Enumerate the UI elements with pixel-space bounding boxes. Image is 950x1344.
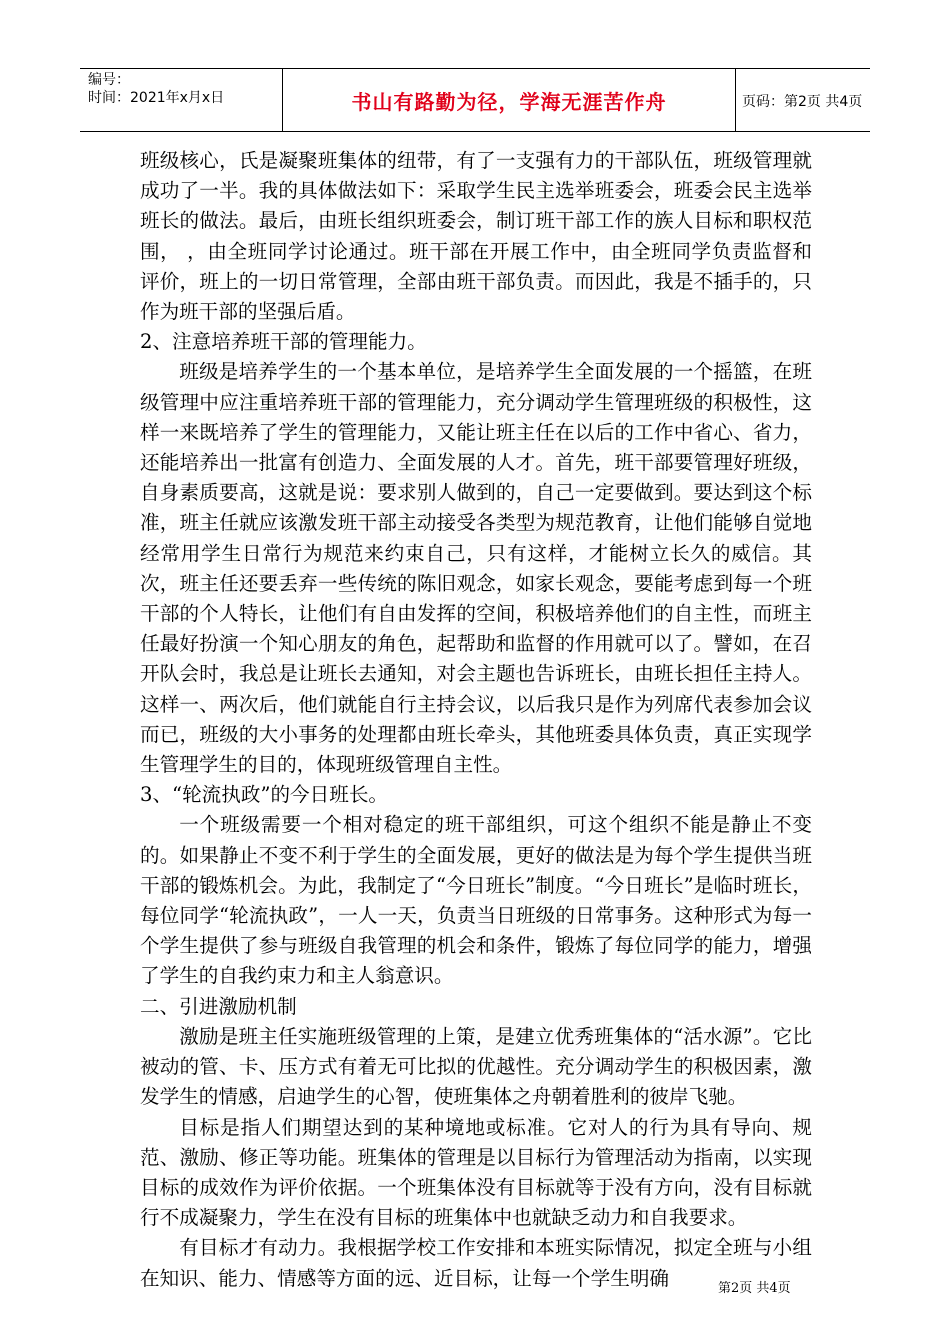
paragraph: 班级是培养学生的一个基本单位，是培养学生全面发展的一个摇篮，在班级管理中应注重培养班干部的管理能力，充分调动学生管理班级的积极性，这样一来既培养了学生的管理能力，又能让班主任在以后的工作中省心、省力，还能培养出一批富有创造力、全面发展的人才。首先，班干部要管理好班级，自身素质要高，这就是说：要求别人做到的，自己一定要做到。要达到这个标准，班主任就应该激发班干部主动接受各类型为规范教育，让他们能够自觉地经常用学生日常行为规范来约束自己，只有这样，才能树立长久的威信。其次，班主任还要丢弃一些传统的陈旧观念，如家长观念，要能考虑到每一个班干部的个人特长，让他们有自由发挥的空间，积极培养他们的自主性，而班主任最好扮演一个知心朋友的角色，起帮助和监督的作用就可以了。譬如，在召开队会时，我总是让班长去通知，对会主题也告诉班长，由班长担任主持人。这样一、两次后，他们就能自行主持会议，以后我只是作为列席代表参加会议而已，班级的大小事务的处理都由班长牵头，其他班委具体负责，真正实现学生管理学生的目的，体现班级管理自主性。	[140, 360, 812, 777]
paragraph: 一个班级需要一个相对稳定的班干部组织，可这个组织不能是静止不变的。如果静止不变不利于学生的全面发展，更好的做法是为每个学生提供当班干部的锻炼机会。为此，我制定了“今日班长”制度。“今日班长”是临时班长，每位同学“轮流执政”，一人一天，负责当日班级的日常事务。这种形式为每一个学生提供了参与班级自我管理的机会和条件，锻炼了每位同学的能力，增强了学生的自我约束力和主人翁意识。	[140, 813, 812, 988]
section-heading: 3、“轮流执政”的今日班长。	[140, 783, 389, 807]
document-number-label: 编号：	[88, 72, 130, 88]
header-motto: 书山有路勤为径，学海无涯苦作舟	[282, 69, 736, 131]
document-body	[140, 146, 812, 1294]
section-heading: 二、引进激励机制	[140, 994, 297, 1018]
header-meta	[88, 71, 283, 107]
header-page-info: 页码：第2页 共4页	[742, 94, 863, 110]
page-footer: 第2页 共4页	[718, 1281, 791, 1296]
paragraph: 班级核心，氏是凝聚班集体的纽带，有了一支强有力的干部队伍，班级管理就成功了一半。我的具体做法如下：采取学生民主选举班委会，班委会民主选举班长的做法。最后，由班长组织班委会，制订班干部工作的族人目标和职权范围， ，由全班同学讨论通过。班干部在开展工作中，由全班同学负责监督和评价，班上的一切日常管理，全部由班干部负责。而因此，我是不插手的，只作为班干部的坚强后盾。	[140, 149, 812, 324]
paragraph: 目标是指人们期望达到的某种境地或标准。它对人的行为具有导向、规范、激励、修正等功能。班集体的管理是以目标行为管理活动为指南，以实现目标的成效作为评价依据。一个班集体没有目标就等于没有方向，没有目标就行不成凝聚力，学生在没有目标的班集体中也就缺乏动力和自我要求。	[140, 1115, 812, 1230]
paragraph: 有目标才有动力。我根据学校工作安排和本班实际情况，拟定全班与小组在知识、能力、情感等方面的远、近目标，让每一个学生明确	[140, 1236, 812, 1290]
paragraph: 激励是班主任实施班级管理的上策，是建立优秀班集体的“活水源”。它比被动的管、卡、压方式有着无可比拟的优越性。充分调动学生的积极因素，激发学生的情感，启迪学生的心智，使班集体之舟朝着胜利的彼岸飞驰。	[140, 1024, 812, 1109]
page-header	[80, 68, 870, 132]
section-heading: 2、注意培养班干部的管理能力。	[140, 330, 427, 354]
document-date-label: 时间：2021年x月x日	[88, 90, 225, 106]
